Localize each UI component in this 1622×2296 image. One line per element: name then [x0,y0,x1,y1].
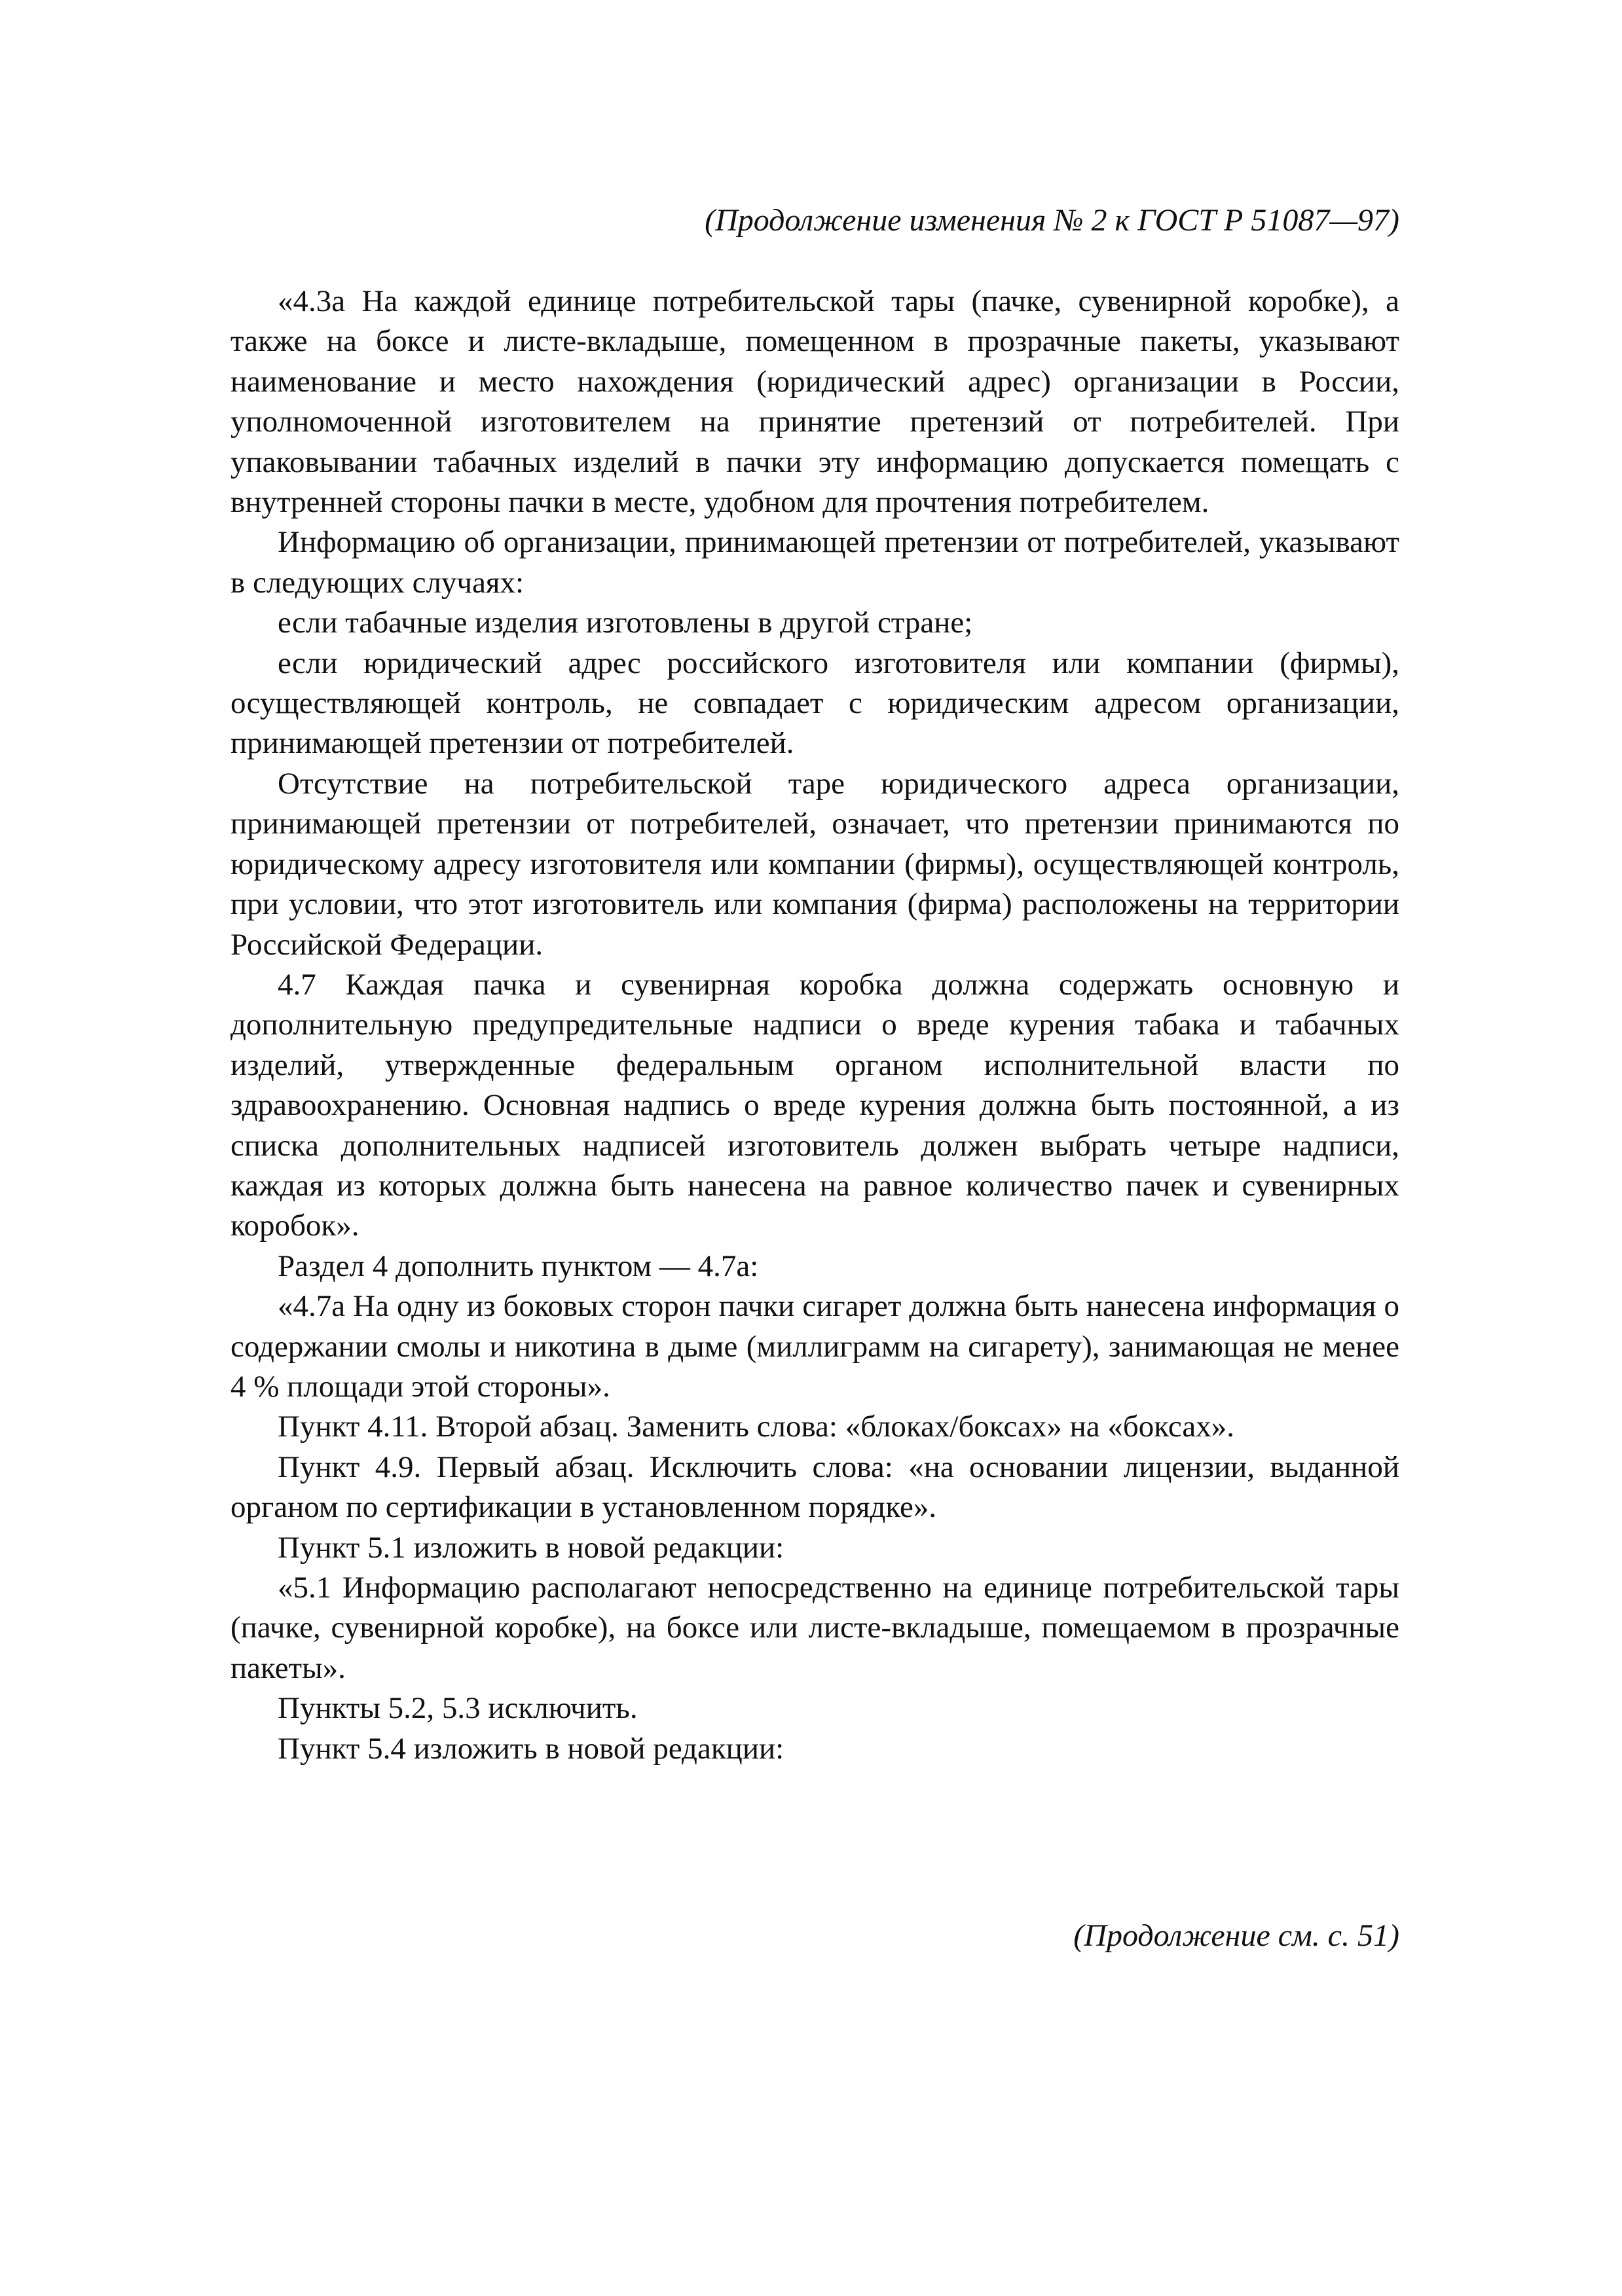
paragraph: 4.7 Каждая пачка и сувенирная коробка должна содержать основную и дополнительную предупредительные надписи о вреде курения табака и табачных изделий, утвержденные федеральным органом исполнительной власти по здравоохранению. Основная надпись о вреде курения должна быть постоянной, а из списка дополнительных надписей изготовитель должен выбрать четыре надписи, каждая из которых должна быть нанесена на равное количество пачек и сувенирных коробок». [230,967,1399,1243]
paragraph: Пункты 5.2, 5.3 исключить. [278,1691,638,1726]
paragraph: если табачные изделия изготовлены в другой стране; [278,606,973,640]
paragraph: «4.3а На каждой единице потребительской тары (пачке, сувенирной коробке), а также на боксе и листе-вкладыше, помещенном в прозрачные пакеты, указывают наименование и место нахождения (юридический адрес) организации в России, уполномоченной изготовителем на принятие претензий от потребителей. При упаковывании табачных изделий в пачки эту информацию допускается помещать с внутренней стороны пачки в месте, удобном для прочтения потребителем. [230,284,1399,520]
paragraph: «5.1 Информацию располагают непосредственно на единице потребительской тары (пачке, сувенирной коробке), на боксе или листе-вкладыше, помещаемом в прозрачные пакеты». [230,1571,1399,1685]
paragraph: «4.7а На одну из боковых сторон пачки сигарет должна быть нанесена информация о содержании смолы и никотина в дыме (миллиграмм на сигарету), занимающая не менее 4 % площади этой стороны». [230,1289,1399,1404]
page-footer: (Продолжение см. с. 51) [1073,1918,1399,1953]
paragraph: Раздел 4 дополнить пунктом — 4.7а: [278,1248,759,1283]
paragraph: если юридический адрес российского изготовителя или компании (фирмы), осуществляющей контроль, не совпадает с юридическим адресом организации, принимающей претензии от потребителей. [230,646,1399,761]
paragraph: Пункт 5.4 изложить в новой редакции: [278,1731,784,1766]
document-body [230,282,1399,1769]
paragraph: Отсутствие на потребительской таре юридического адреса организации, принимающей претензии от потребителей, означает, что претензии принимаются по юридическому адресу изготовителя или компании (фирмы), осуществляющей контроль, при условии, что этот изготовитель или компания (фирма) расположены на территории Российской Федерации. [230,766,1399,962]
page-header: (Продолжение изменения № 2 к ГОСТ Р 51087—97) [705,203,1399,238]
paragraph: Информацию об организации, принимающей претензии от потребителей, указывают в следующих случаях: [230,525,1399,600]
paragraph: Пункт 4.9. Первый абзац. Исключить слова: «на основании лицензии, выданной органом по сертификации в установленном порядке». [230,1449,1399,1525]
paragraph: Пункт 5.1 изложить в новой редакции: [278,1530,784,1565]
paragraph: Пункт 4.11. Второй абзац. Заменить слова: «блоках/боксах» на «боксах». [278,1410,1234,1444]
